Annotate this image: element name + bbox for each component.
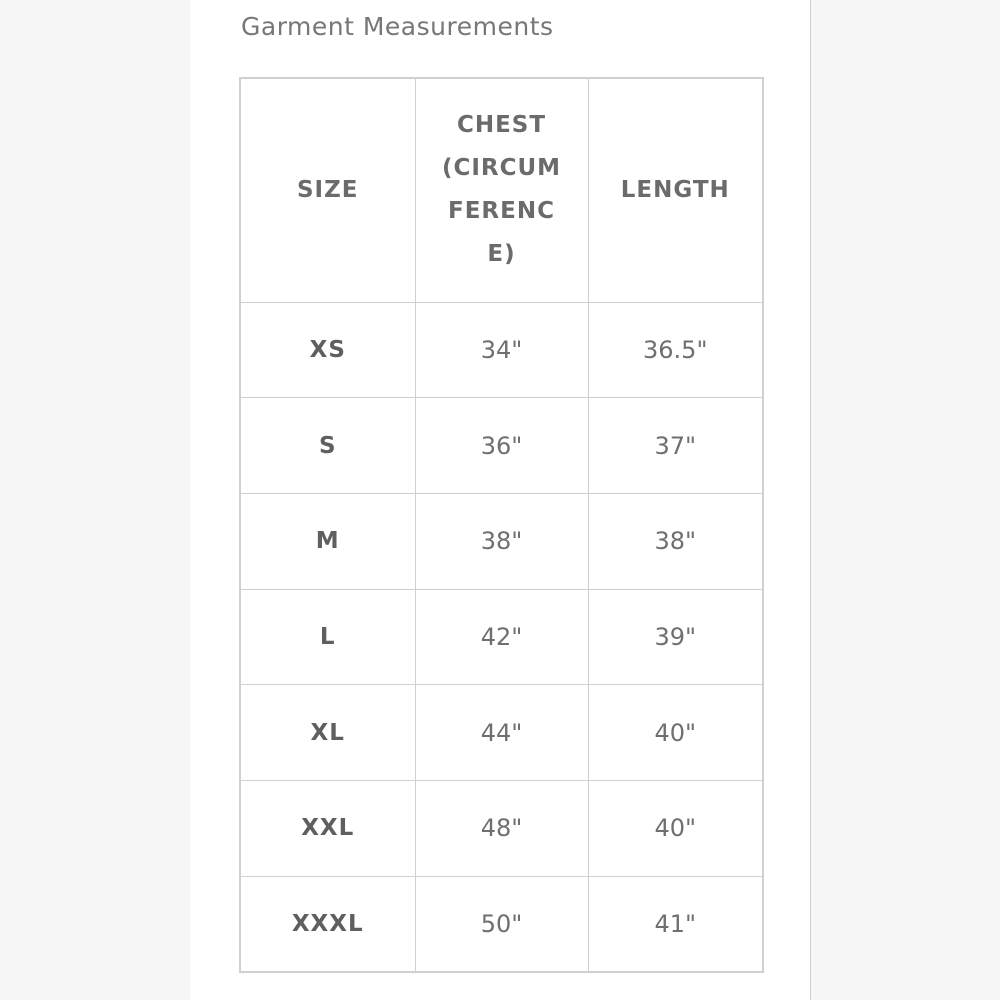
size-chart-table — [239, 77, 764, 973]
table-row — [240, 685, 763, 781]
cell-size: XS — [240, 302, 415, 398]
cell-chest: 44" — [415, 685, 588, 781]
cell-length: 41" — [588, 876, 763, 972]
table-header-row — [240, 78, 763, 302]
cell-size: M — [240, 493, 415, 589]
cell-chest: 42" — [415, 589, 588, 685]
header-size: SIZE — [240, 78, 415, 302]
cell-chest: 38" — [415, 493, 588, 589]
header-chest: CHEST (CIRCUMFERENCE) — [415, 78, 588, 302]
cell-size: XXL — [240, 780, 415, 876]
cell-size: S — [240, 398, 415, 494]
table-row — [240, 398, 763, 494]
table-row — [240, 876, 763, 972]
cell-length: 40" — [588, 685, 763, 781]
table-row — [240, 302, 763, 398]
cell-size: L — [240, 589, 415, 685]
cell-size: XL — [240, 685, 415, 781]
header-length: LENGTH — [588, 78, 763, 302]
cell-length: 39" — [588, 589, 763, 685]
cell-chest: 50" — [415, 876, 588, 972]
table-row — [240, 589, 763, 685]
page-title: Garment Measurements — [241, 12, 554, 41]
cell-length: 40" — [588, 780, 763, 876]
table-row — [240, 780, 763, 876]
cell-size: XXXL — [240, 876, 415, 972]
cell-length: 38" — [588, 493, 763, 589]
cell-chest: 36" — [415, 398, 588, 494]
cell-length: 37" — [588, 398, 763, 494]
table-row — [240, 493, 763, 589]
cell-chest: 34" — [415, 302, 588, 398]
cell-length: 36.5" — [588, 302, 763, 398]
cell-chest: 48" — [415, 780, 588, 876]
